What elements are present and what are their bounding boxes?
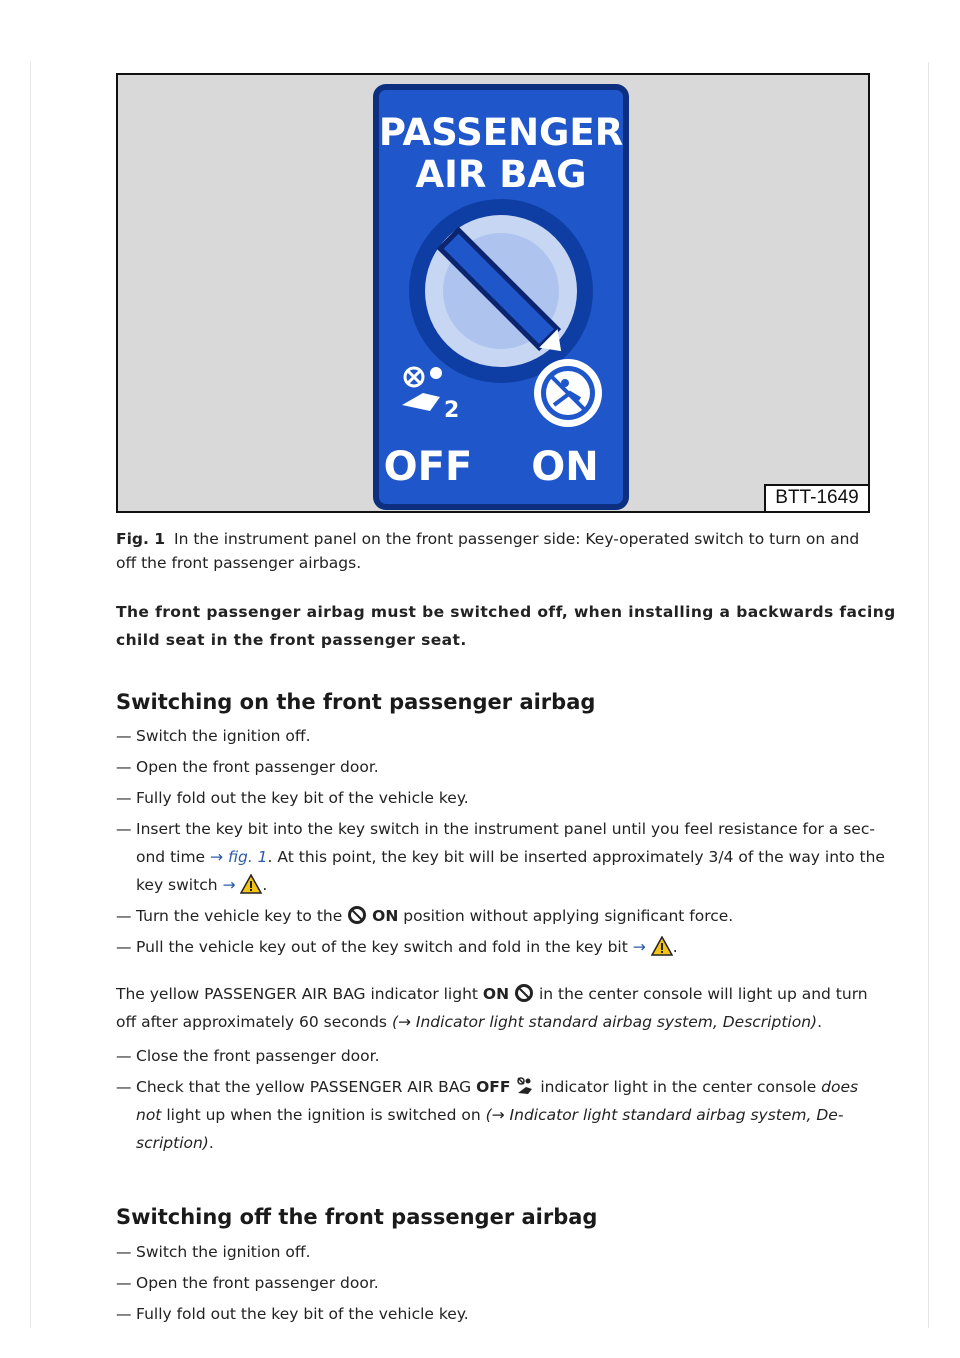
on-indicator-label: ON [482,985,510,1003]
heading-switching-on: Switching on the front passenger airbag [116,690,596,714]
on-position-label: ON [372,907,399,925]
airbag-on-icon [534,359,602,427]
list-item: — Turn the vehicle key to the ON position without applying significant force. [116,907,734,925]
airbag-on-symbol-icon [514,983,534,1003]
warning-triangle-icon[interactable] [651,936,673,956]
warning-triangle-icon[interactable] [240,874,262,894]
list-item: — Check that the yellow PASSENGER AIR BAG OFF indicator light in the center console does not light up when the ignition is switched on (→ Indicator light standard airbag system, De-scription). [116,1078,859,1152]
arrow-icon: → [632,938,646,956]
panel-title-line2: AIR BAG [415,153,587,196]
link-indicator-light-description[interactable]: (→ Indicator light standard airbag system, De-scription) [136,1106,844,1152]
arrow-icon: → [222,876,236,894]
airbag-off-symbol-icon [515,1076,535,1096]
airbag-switch-illustration [118,75,868,511]
indicator-paragraph: The yellow PASSENGER AIR BAG indicator light ON in the center console will light up and turn off after approximately 60 seconds (→ Indicator light standard airbag system, Description). [116,985,868,1031]
list-item: — Fully fold out the key bit of the vehicle key. [116,789,469,807]
list-item: — Insert the key bit into the key switch in the instrument panel until you feel resistance for a sec-ond time → fig. 1. At this point, the key bit will be inserted approximately 3/4 of the way into the key switch → . [116,820,885,894]
arrow-icon: → [210,848,224,866]
list-item: — Close the front passenger door. [116,1047,380,1065]
switch-off-steps [116,1238,886,1331]
link-fig-1[interactable]: fig. 1 [227,848,268,866]
switch-on-steps [116,722,886,964]
off-indicator-label: OFF [476,1078,511,1096]
figure-airbag-switch [116,73,870,513]
page-margin-right [928,62,929,1328]
figure-caption [116,527,876,575]
list-item: — Pull the vehicle key out of the key switch and fold in the key bit → . [116,938,678,956]
on-label: ON [531,444,599,490]
airbag-on-symbol-icon [347,905,367,925]
heading-switching-off: Switching off the front passenger airbag [116,1205,598,1229]
switch-on-steps-continued [116,1042,886,1160]
list-item: — Open the front passenger door. [116,758,379,776]
list-item: — Switch the ignition off. [116,1243,311,1261]
figure-code: BTT-1649 [764,484,868,511]
svg-text:2: 2 [444,398,460,423]
figure-label: Fig. 1 [116,530,166,548]
page-margin-left [30,62,31,1328]
off-label: OFF [383,444,473,490]
list-item: — Open the front passenger door. [116,1274,379,1292]
panel-title-line1: PASSENGER [378,111,624,154]
list-item: — Fully fold out the key bit of the vehicle key. [116,1305,469,1323]
link-indicator-light-description[interactable]: (→ Indicator light standard airbag system, Description) [391,1013,818,1031]
list-item: — Switch the ignition off. [116,727,311,745]
safety-note: The front passenger airbag must be switched off, when installing a backwards facing child seat in the front passenger seat. [116,603,896,649]
caption-text: In the instrument panel on the front passenger side: Key-operated switch to turn on and off the front passenger airbags. [116,530,860,572]
